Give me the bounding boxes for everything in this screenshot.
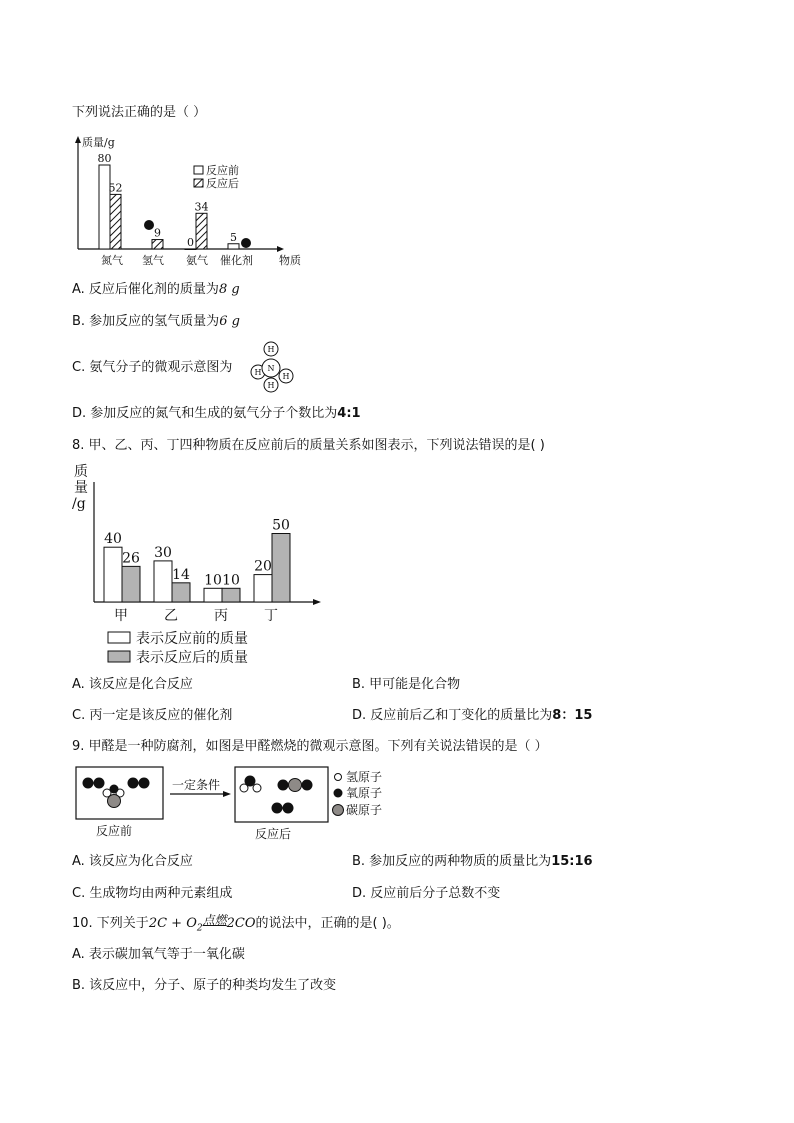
q7-bar-after-1 (152, 240, 163, 249)
q7-bar-chart (70, 134, 310, 270)
q7-option-b: B. 参加反应的氢气质量为6 g (72, 314, 240, 329)
q8-category-3: 丁 (264, 608, 278, 624)
q10-option-b: B. 该反应中，分子、原子的种类均发生了改变 (72, 978, 337, 993)
atom-n-label: N (267, 364, 275, 373)
q8-data-label: 10 (204, 572, 222, 589)
ammonia-molecule-diagram (244, 340, 300, 394)
q8-option-b: B. 甲可能是化合物 (352, 677, 461, 692)
q7-data-label: 52 (108, 181, 123, 195)
q7-option-d: D. 参加反应的氮气和生成的氨气分子个数比为4:1 (72, 406, 361, 421)
q7-data-label: 5 (230, 230, 237, 244)
q8-bar-after-0 (122, 566, 140, 602)
q8-legend-before: 表示反应前的质量 (136, 631, 248, 647)
ink-blot-mark (144, 220, 154, 230)
q9-reaction-diagram (72, 764, 402, 844)
q7-option-c: C. 氨气分子的微观示意图为 (72, 360, 233, 375)
q8-bar-after-1 (172, 583, 190, 602)
q8-bar-chart (70, 460, 330, 670)
after-label: 反应后 (255, 827, 292, 841)
q8-ylabel: 质 (74, 464, 88, 480)
q7-bar-after-0 (110, 194, 121, 249)
q10-option-a: A. 表示碳加氧气等于一氧化碳 (72, 947, 245, 962)
q7-category-3: 催化剂 (220, 254, 253, 267)
q7-data-label: 80 (97, 152, 112, 165)
atom-h-label: H (267, 381, 275, 390)
q7-bar-before-0 (99, 165, 110, 249)
q9-stem: 9. 甲醛是一种防腐剂，如图是甲醛燃烧的微观示意图。下列有关说法错误的是（ ） (72, 739, 548, 754)
q8-ylabel: 量 (74, 480, 88, 496)
q8-data-label: 20 (254, 558, 272, 575)
q7-legend-before: 反应前 (206, 164, 239, 177)
atom-h-label: H (254, 368, 262, 377)
q8-option-a: A. 该反应是化合反应 (72, 677, 193, 692)
q8-data-label: 40 (104, 531, 122, 548)
q8-bar-before-0 (104, 547, 122, 602)
q9-option-d: D. 反应前后分子总数不变 (352, 886, 501, 901)
condition-label: 一定条件 (172, 778, 221, 792)
legend-carbon: 碳原子 (346, 803, 383, 817)
ink-blot-mark (241, 238, 251, 248)
q8-bar-before-2 (204, 588, 222, 602)
q7-stem: 下列说法正确的是（ ） (72, 105, 207, 120)
q8-data-label: 50 (272, 517, 290, 534)
q8-bar-after-2 (222, 588, 240, 602)
legend-oxygen: 氧原子 (346, 786, 383, 800)
q7-category-2: 氨气 (186, 254, 208, 267)
q7-category-1: 氢气 (142, 254, 164, 267)
q7-bar-before-3 (228, 244, 239, 249)
equation-left: 2C + O (148, 916, 197, 931)
q7-bar-before-2 (185, 249, 196, 250)
q7-bar-after-2 (196, 213, 207, 249)
q7-legend-after: 反应后 (206, 177, 239, 190)
atom-h-label: H (267, 345, 275, 354)
q9-option-b: B. 参加反应的两种物质的质量比为15:16 (352, 854, 593, 869)
q8-category-0: 甲 (114, 608, 128, 624)
q8-option-c: C. 丙一定是该反应的催化剂 (72, 708, 233, 723)
q7-ylabel: 质量/g (82, 136, 115, 149)
q8-category-1: 乙 (164, 608, 178, 624)
q7-option-a: A. 反应后催化剂的质量为8 g (72, 282, 240, 297)
q8-bar-before-3 (254, 575, 272, 602)
q8-bar-before-1 (154, 561, 172, 602)
q7-xlabel: 物质 (279, 254, 301, 267)
before-label: 反应前 (96, 824, 133, 838)
q8-option-d: D. 反应前后乙和丁变化的质量比为8：15 (352, 708, 593, 723)
q9-option-c: C. 生成物均由两种元素组成 (72, 886, 233, 901)
q7-data-label: 34 (194, 200, 209, 214)
q9-option-a: A. 该反应为化合反应 (72, 854, 193, 869)
q8-ylabel: /g (72, 496, 86, 512)
q7-data-label: 0 (187, 236, 194, 249)
q8-bar-after-3 (272, 534, 290, 603)
q8-data-label: 26 (122, 550, 140, 567)
legend-hydrogen: 氢原子 (346, 770, 383, 784)
equation-condition: 点燃 (202, 913, 227, 927)
atom-h-label: H (282, 372, 290, 381)
q8-category-2: 丙 (214, 608, 228, 624)
q8-legend-after: 表示反应后的质量 (136, 650, 248, 666)
q8-data-label: 10 (222, 572, 240, 589)
q8-data-label: 30 (154, 544, 172, 561)
equation-right: 2CO (226, 916, 256, 931)
q7-data-label: 9 (154, 226, 161, 240)
q8-data-label: 14 (172, 566, 190, 583)
q7-category-0: 氮气 (101, 254, 123, 267)
q8-stem: 8. 甲、乙、丙、丁四种物质在反应前后的质量关系如图表示，下列说法错误的是( ) (72, 438, 545, 453)
q10-stem: 10. 下列关于$2C + O_2$点燃2CO的说法中，正确的是( )。 (72, 913, 400, 934)
